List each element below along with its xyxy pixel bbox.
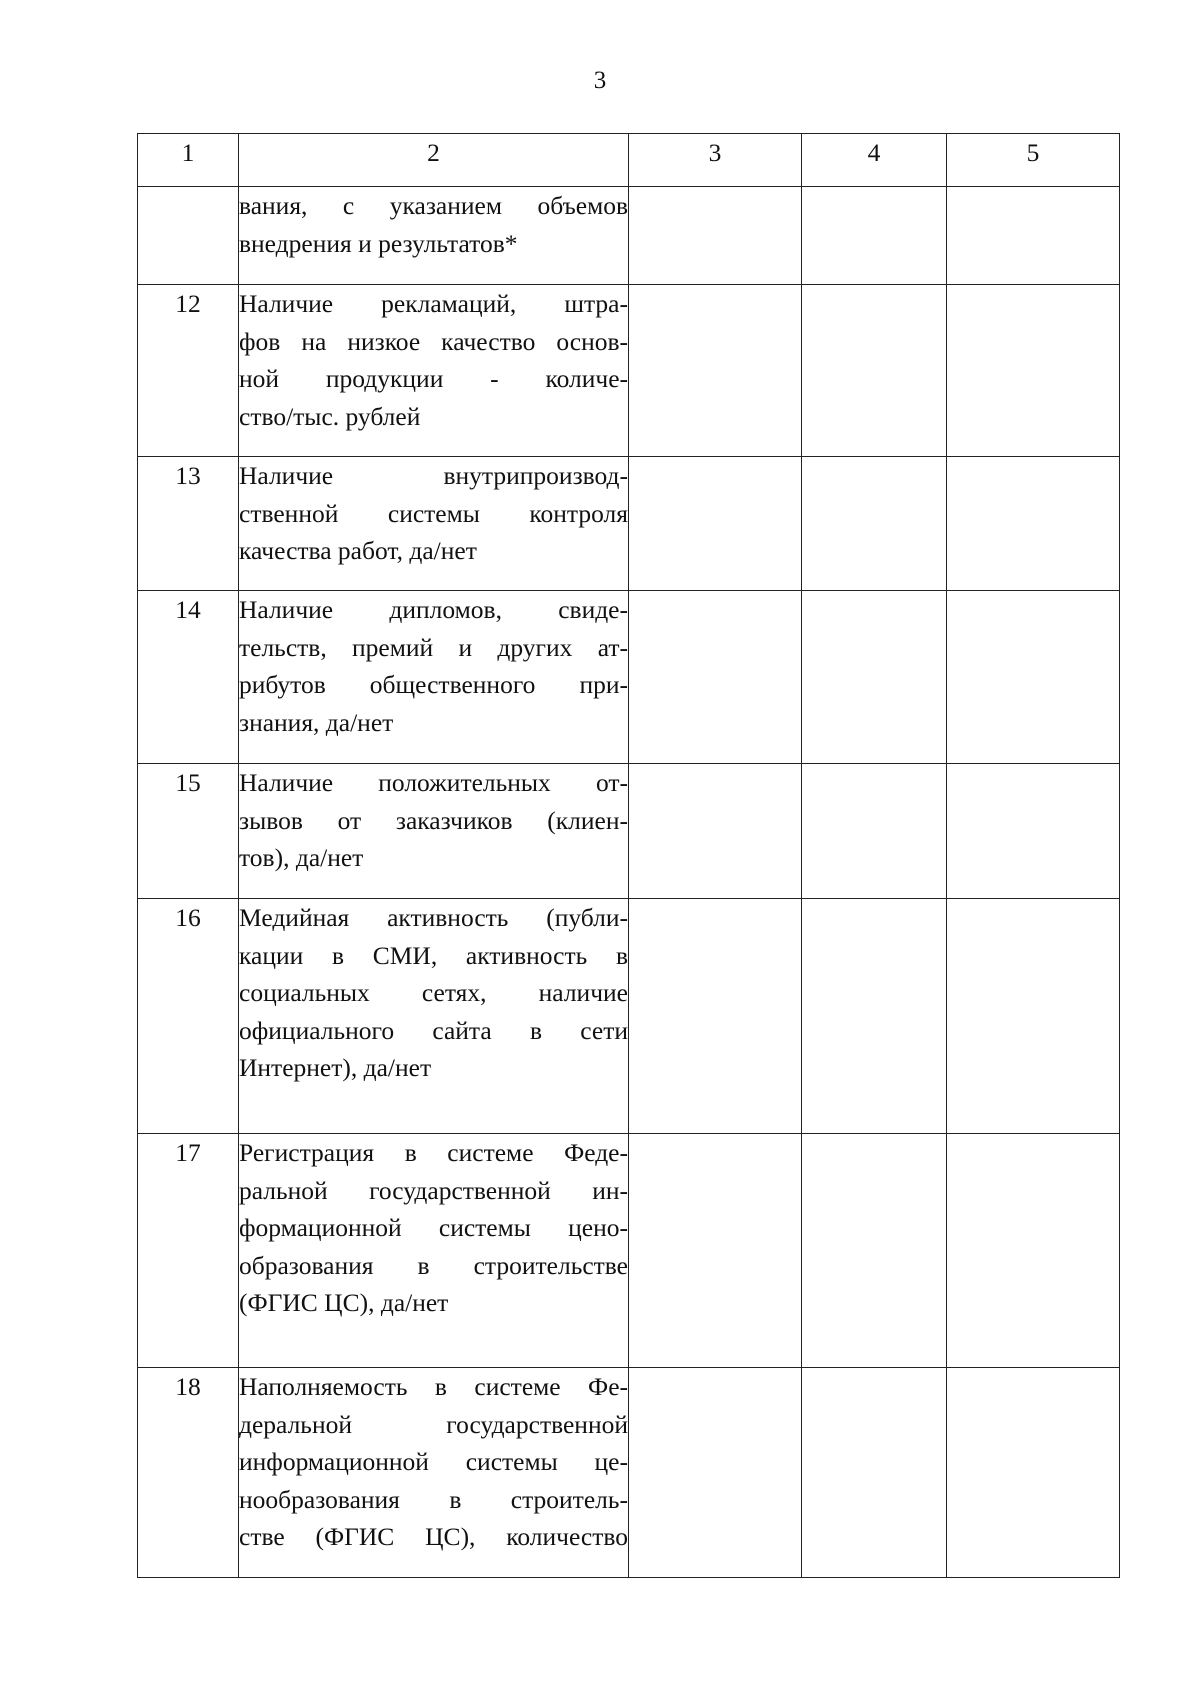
value-cell-4 — [802, 1134, 947, 1368]
table-row — [138, 764, 1120, 899]
description-line: вания, с указанием объемов — [239, 191, 628, 220]
value-cell-5 — [947, 1134, 1120, 1368]
table-header-row — [138, 134, 1120, 187]
description-line: Наполняемость в системе Фе- — [239, 1372, 628, 1401]
value-cell-4 — [802, 1368, 947, 1578]
description-line: ральной государственной ин- — [239, 1175, 628, 1205]
description-line: официального сайта в сети — [239, 1015, 628, 1045]
value-cell-3 — [629, 187, 802, 285]
description-line: Регистрация в системе Феде- — [239, 1138, 628, 1167]
row-description — [239, 1368, 629, 1578]
description-line: информационной системы це- — [239, 1447, 628, 1476]
description-line: ственной системы контроля — [239, 498, 628, 528]
table-row — [138, 899, 1120, 1134]
description-line: кации в СМИ, активность в — [239, 940, 628, 970]
description-line: Интернет), да/нет — [239, 1053, 432, 1082]
row-number: 16 — [138, 899, 239, 1134]
description-line: (ФГИС ЦС), да/нет — [239, 1288, 449, 1317]
row-description — [239, 187, 629, 285]
value-cell-5 — [947, 764, 1120, 899]
description-line: ство/тыс. рублей — [239, 401, 421, 431]
row-number: 18 — [138, 1368, 239, 1578]
row-number: 13 — [138, 457, 239, 591]
value-cell-4 — [802, 285, 947, 457]
description-line: Наличие положительных от- — [239, 768, 628, 797]
description-line: Наличие внутрипроизвод- — [239, 461, 628, 490]
value-cell-3 — [629, 764, 802, 899]
value-cell-5 — [947, 899, 1120, 1134]
row-description — [239, 1134, 629, 1368]
value-cell-4 — [802, 591, 947, 764]
description-line: социальных сетях, наличие — [239, 978, 628, 1007]
description-line: Медийная активность (публи- — [239, 903, 628, 932]
description-line: фов на низкое качество основ- — [239, 326, 628, 356]
description-line: внедрения и результатов* — [239, 228, 518, 258]
row-number — [138, 187, 239, 285]
value-cell-3 — [629, 285, 802, 457]
row-number: 17 — [138, 1134, 239, 1368]
description-line: стве (ФГИС ЦС), количество — [239, 1522, 628, 1551]
value-cell-5 — [947, 187, 1120, 285]
row-number: 15 — [138, 764, 239, 899]
description-line: тов), да/нет — [239, 843, 364, 872]
row-number: 12 — [138, 285, 239, 457]
description-line: качества работ, да/нет — [239, 536, 477, 565]
value-cell-4 — [802, 187, 947, 285]
row-description — [239, 764, 629, 899]
value-cell-4 — [802, 899, 947, 1134]
value-cell-3 — [629, 457, 802, 591]
page-number: 3 — [593, 67, 607, 94]
description-line: Наличие дипломов, свиде- — [239, 595, 628, 624]
header-cell-5: 5 — [947, 134, 1120, 187]
table-row — [138, 1134, 1120, 1368]
description-line: зывов от заказчиков (клиен- — [239, 805, 628, 835]
value-cell-3 — [629, 899, 802, 1134]
criteria-table — [137, 133, 1120, 1578]
row-description — [239, 457, 629, 591]
value-cell-3 — [629, 1368, 802, 1578]
table-row — [138, 591, 1120, 764]
value-cell-5 — [947, 1368, 1120, 1578]
row-description — [239, 899, 629, 1134]
value-cell-5 — [947, 457, 1120, 591]
table-row — [138, 457, 1120, 591]
value-cell-4 — [802, 764, 947, 899]
description-line: образования в строительстве — [239, 1250, 628, 1280]
value-cell-5 — [947, 591, 1120, 764]
description-line: нообразования в строитель- — [239, 1484, 628, 1514]
header-cell-3: 3 — [629, 134, 802, 187]
table-row — [138, 285, 1120, 457]
description-line: тельств, премий и других ат- — [239, 632, 628, 662]
description-line: знания, да/нет — [239, 707, 394, 737]
row-description — [239, 285, 629, 457]
value-cell-4 — [802, 457, 947, 591]
value-cell-3 — [629, 591, 802, 764]
description-line: формационной системы цено- — [239, 1213, 628, 1242]
row-description — [239, 591, 629, 764]
description-line: деральной государственной — [239, 1409, 628, 1439]
description-line: Наличие рекламаций, штра- — [239, 289, 628, 318]
value-cell-5 — [947, 285, 1120, 457]
table-row — [138, 1368, 1120, 1578]
header-cell-1: 1 — [138, 134, 239, 187]
table-row — [138, 187, 1120, 285]
row-number: 14 — [138, 591, 239, 764]
header-cell-4: 4 — [802, 134, 947, 187]
description-line: рибутов общественного при- — [239, 670, 628, 699]
header-cell-2: 2 — [239, 134, 629, 187]
description-line: ной продукции - количе- — [239, 364, 628, 393]
value-cell-3 — [629, 1134, 802, 1368]
